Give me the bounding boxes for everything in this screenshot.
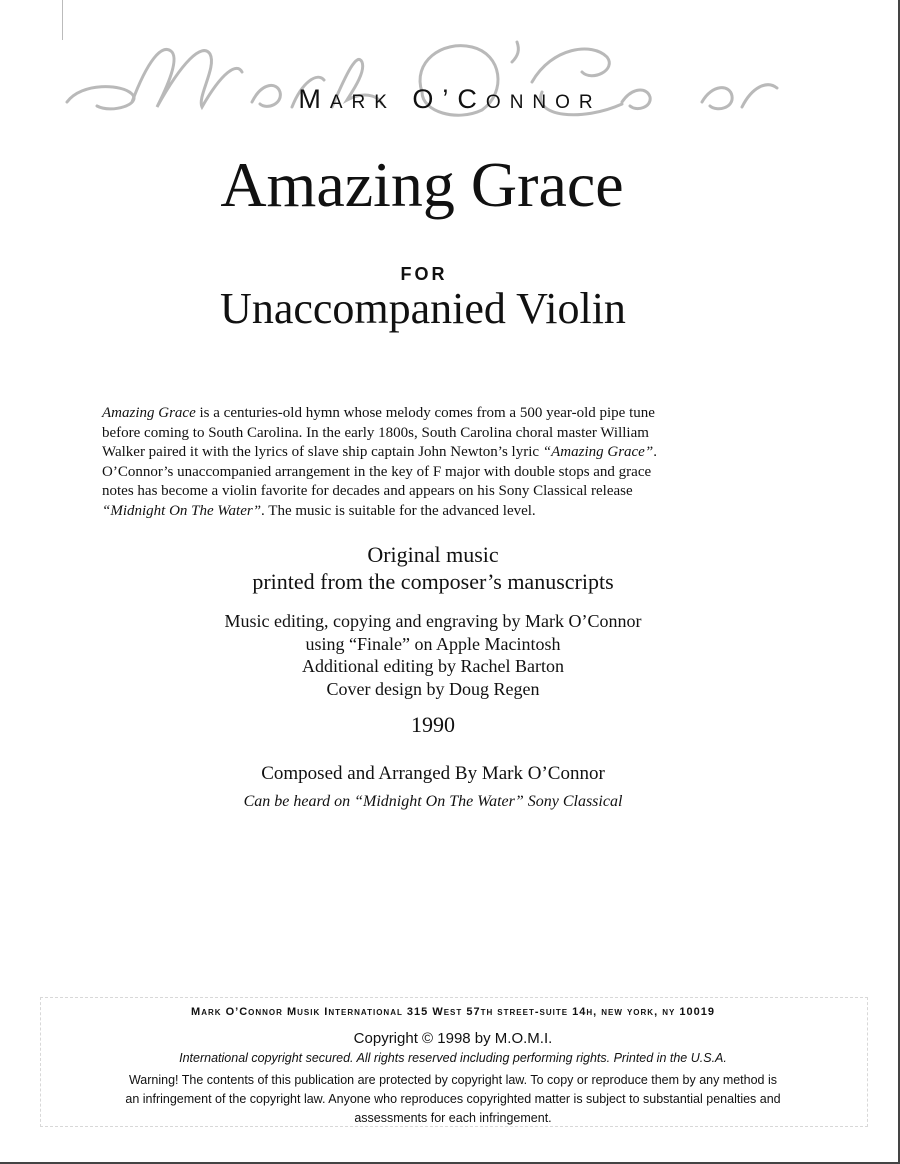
description-italic-lyric: “Amazing Grace” xyxy=(542,444,654,461)
page-subtitle: Unaccompanied Violin xyxy=(220,284,626,333)
description-text: before coming to South Carolina. In the early 1800s, South Carolina choral master William xyxy=(102,424,649,441)
description-text: Walker paired it with the lyrics of slave ship captain John Newton’s lyric xyxy=(102,444,543,461)
description-text: O’Connor’s unaccompanied arrangement in the key of F major with double stops and grace xyxy=(102,463,652,480)
description-italic-album: “Midnight On The Water” xyxy=(102,502,262,519)
composer-brand: Mark O’Connor xyxy=(298,84,602,114)
for-label: FOR xyxy=(400,264,448,284)
description-paragraph xyxy=(102,404,742,522)
credit-line: using “Finale” on Apple Macintosh xyxy=(305,633,561,654)
warning-line: Warning! The contents of this publication are protected by copyright law. To copy or reproduce them by any method is xyxy=(128,1073,778,1087)
warning-line: assessments for each infringement. xyxy=(354,1111,552,1125)
rights-notice: International copyright secured. All rights reserved including performing rights. Printed in the U.S.A. xyxy=(179,1051,727,1065)
warning-line: an infringement of the copyright law. Anyone who reproduces copyrighted matter is subject to substantial penalties and xyxy=(125,1092,781,1106)
composed-by: Composed and Arranged By Mark O’Connor xyxy=(261,763,605,784)
description-text: . The music is suitable for the advanced level. xyxy=(261,502,536,519)
original-line: printed from the composer’s manuscripts xyxy=(252,569,614,594)
credit-line: Music editing, copying and engraving by Mark O’Connor xyxy=(224,611,642,631)
copyright-warning xyxy=(0,1071,900,1128)
description-text: is a centuries-old hymn whose melody comes from a 500 year-old pipe tune xyxy=(195,405,655,421)
publisher-address: Mark O’Connor Musik International 315 West 57th street-suite 14h, new york, ny 10019 xyxy=(191,1006,715,1018)
page-title: Amazing Grace xyxy=(220,149,624,220)
description-text: notes has become a violin favorite for decades and appears on his Sony Classical release xyxy=(102,483,633,500)
original-line: Original music xyxy=(367,542,499,567)
signature-logo xyxy=(62,22,792,132)
credit-line: Additional editing by Rachel Barton xyxy=(302,656,564,676)
description-italic-title: Amazing Grace xyxy=(102,405,196,421)
original-music-note xyxy=(0,541,866,595)
description-text: . xyxy=(653,444,657,461)
credits xyxy=(0,610,866,700)
copyright: Copyright © 1998 by M.O.M.I. xyxy=(353,1030,553,1047)
credit-line: Cover design by Doug Regen xyxy=(326,678,540,699)
recording-note: Can be heard on “Midnight On The Water” Sony Classical xyxy=(243,793,623,810)
year: 1990 xyxy=(411,712,455,737)
